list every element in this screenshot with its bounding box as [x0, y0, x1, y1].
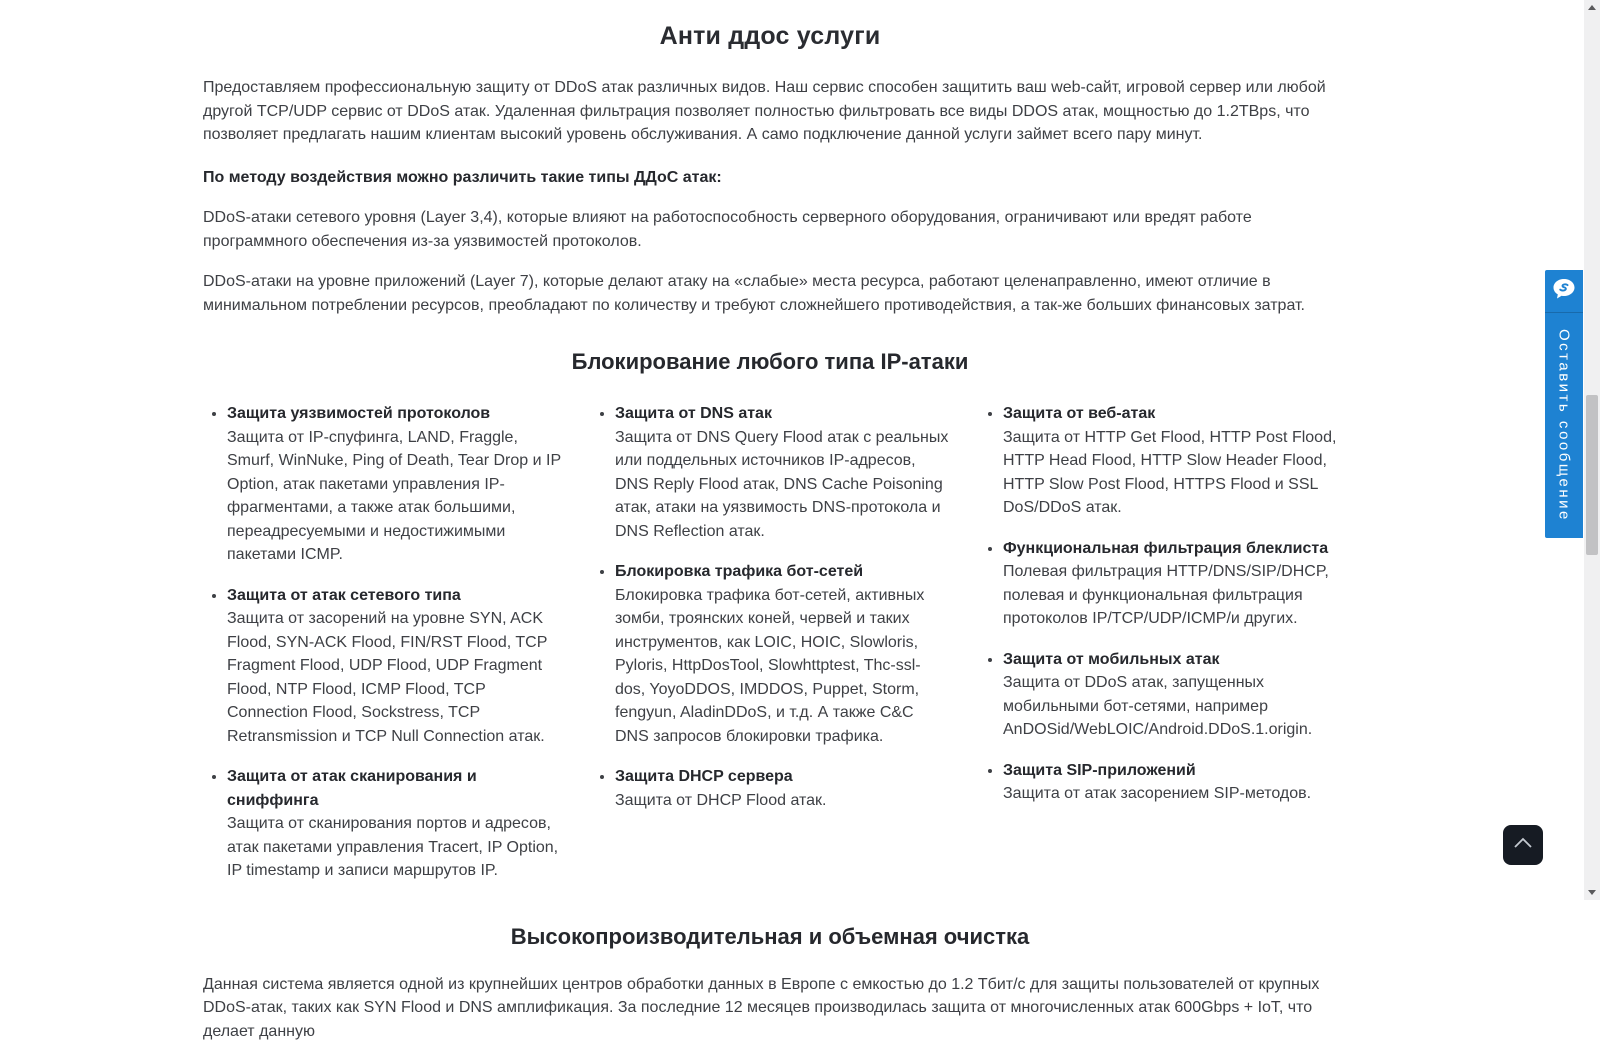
- chat-tab-label-wrap: [1545, 313, 1583, 538]
- chat-tab-label: Оставить сообщение: [1556, 329, 1573, 522]
- scrollbar-down-arrow-icon[interactable]: [1588, 890, 1596, 895]
- list-item: [1003, 648, 1337, 742]
- intro-paragraph: Предоставляем профессиональную защиту от DDoS атак различных видов. Наш сервис способен защитить ваш web-сайт, игровой сервер или любой другой TCP/UDP сервис от DDoS атак. Удаленная фильтрация позволяет полностью фильтровать все виды DDOS атак, мощностью до 1.2TBps, что позволяет предлагать нашим клиентам высокий уровень обслуживания. А само подключение данной услуги займет всего пару минут.: [203, 76, 1337, 147]
- scrollbar[interactable]: [1584, 0, 1600, 900]
- list-item: [1003, 402, 1337, 520]
- attack-types-lead: По методу воздействия можно различить такие типы ДДоС атак:: [203, 166, 1337, 190]
- page-title: Анти ддос услуги: [203, 22, 1337, 51]
- list-item: [227, 402, 561, 567]
- list-item: [615, 765, 949, 812]
- list-item-title: • Защита от мобильных атак: [1003, 648, 1337, 672]
- list-item-text: Полевая фильтрация HTTP/DNS/SIP/DHCP, полевая и функциональная фильтрация протоколов IP/TCP/UDP/ICMP/и других.: [1003, 560, 1337, 631]
- list-item-title: • Защита SIP-приложений: [1003, 759, 1337, 783]
- list-item-title: • Защита DHCP сервера: [615, 765, 949, 789]
- scrollbar-up-arrow-icon[interactable]: [1588, 5, 1596, 10]
- list-item-title: • Защита от DNS атак: [615, 402, 949, 426]
- list-item-text: Защита от засорений на уровне SYN, ACK Flood, SYN-ACK Flood, FIN/RST Flood, TCP Fragment Flood, UDP Flood, UDP Fragment Flood, NTP Flood, ICMP Flood, TCP Connection Flood, Sockstress, TCP Retransmission и TCP Null Connection атак.: [227, 607, 561, 748]
- list-item: [227, 584, 561, 749]
- list-item-text: Блокировка трафика бот-сетей, активных зомби, троянских коней, червей и таких инструментов, как LOIC, HOIC, Slowloris, Pyloris, HttpDosTool, Slowhttptest, Thc-ssl-dos, YoyoDDOS, IMDDOS, Puppet, Storm, fengyun, AladinDDoS, и т.д. А также C&C DNS запросов блокировки трафика.: [615, 584, 949, 749]
- ip-attack-column-3: [979, 402, 1337, 900]
- list-item-text: Защита от DDoS атак, запущенных мобильными бот-сетями, например AnDOSid/WebLOIC/Android.DDoS.1.origin.: [1003, 671, 1337, 742]
- attack-types-layer34-paragraph: DDoS-атаки сетевого уровня (Layer 3,4), которые влияют на работоспособность серверного оборудования, ограничивают или вредят работе программного обеспечения из-за уязвимостей протоколов.: [203, 206, 1337, 253]
- section-heading-ip-block: Блокирование любого типа IP-атаки: [203, 349, 1337, 375]
- list-item: [615, 402, 949, 543]
- leave-message-tab[interactable]: [1545, 270, 1583, 538]
- list-item: [615, 560, 949, 748]
- list-item-text: Защита от DNS Query Flood атак с реальных или поддельных источников IP-адресов, DNS Reply Flood атак, DNS Cache Poisoning атак, атаки на уязвимость DNS-протокола и DNS Reflection атак.: [615, 426, 949, 544]
- section-heading-cleaning: Высокопроизводительная и объемная очистка: [203, 924, 1337, 950]
- ip-attack-list: [203, 402, 1337, 900]
- list-item-text: Защита от HTTP Get Flood, HTTP Post Flood, HTTP Head Flood, HTTP Slow Header Flood, HTTP Slow Post Flood, HTTPS Flood и SSL DoS/DDoS атак.: [1003, 426, 1337, 520]
- chevron-up-icon: [1512, 836, 1534, 855]
- list-item-title: • Защита от атак сканирования и сниффинга: [227, 765, 561, 812]
- scroll-to-top-button[interactable]: [1503, 825, 1543, 865]
- list-item: [227, 765, 561, 883]
- list-item: [1003, 759, 1337, 806]
- main-content: [203, 0, 1337, 1043]
- cleaning-paragraph: Данная система является одной из крупнейших центров обработки данных в Европе с емкостью до 1.2 Тбит/с для защиты пользователей от крупных DDoS-атак, таких как SYN Flood и DNS амплификация. За последние 12 месяцев производилась защита от многочисленных атак 600Gbps + IoT, что делает данную: [203, 973, 1337, 1043]
- ip-attack-column-2: [591, 402, 949, 900]
- list-item-title: • Защита от веб-атак: [1003, 402, 1337, 426]
- list-item-title: • Защита от атак сетевого типа: [227, 584, 561, 608]
- chat-bubble-icon: [1551, 277, 1577, 306]
- ip-attack-column-1: [203, 402, 561, 900]
- list-item-title: • Защита уязвимостей протоколов: [227, 402, 561, 426]
- list-item-text: Защита от DHCP Flood атак.: [615, 789, 949, 813]
- list-item-text: Защита от сканирования портов и адресов, атак пакетами управления Tracert, IP Option, IP timestamp и записи маршрутов IP.: [227, 812, 561, 883]
- list-item-title: • Блокировка трафика бот-сетей: [615, 560, 949, 584]
- chat-tab-icon-area: [1545, 270, 1583, 313]
- list-item-text: Защита от атак засорением SIP-методов.: [1003, 782, 1337, 806]
- attack-types-layer7-paragraph: DDoS-атаки на уровне приложений (Layer 7), которые делают атаку на «слабые» места ресурса, работают целенаправленно, имеют отличие в минимальном потреблении ресурсов, преобладают по количеству и требуют сложнейшего противодействия, а так-же больших финансовых затрат.: [203, 270, 1337, 317]
- list-item-text: Защита от IP-спуфинга, LAND, Fraggle, Smurf, WinNuke, Ping of Death, Tear Drop и IP Option, атак пакетами управления IP-фрагментами, а также атак большими, переадресуемыми и недостижимыми пакетами ICMP.: [227, 426, 561, 567]
- scrollbar-thumb[interactable]: [1586, 395, 1598, 555]
- list-item: [1003, 537, 1337, 631]
- list-item-title: • Функциональная фильтрация блеклиста: [1003, 537, 1337, 561]
